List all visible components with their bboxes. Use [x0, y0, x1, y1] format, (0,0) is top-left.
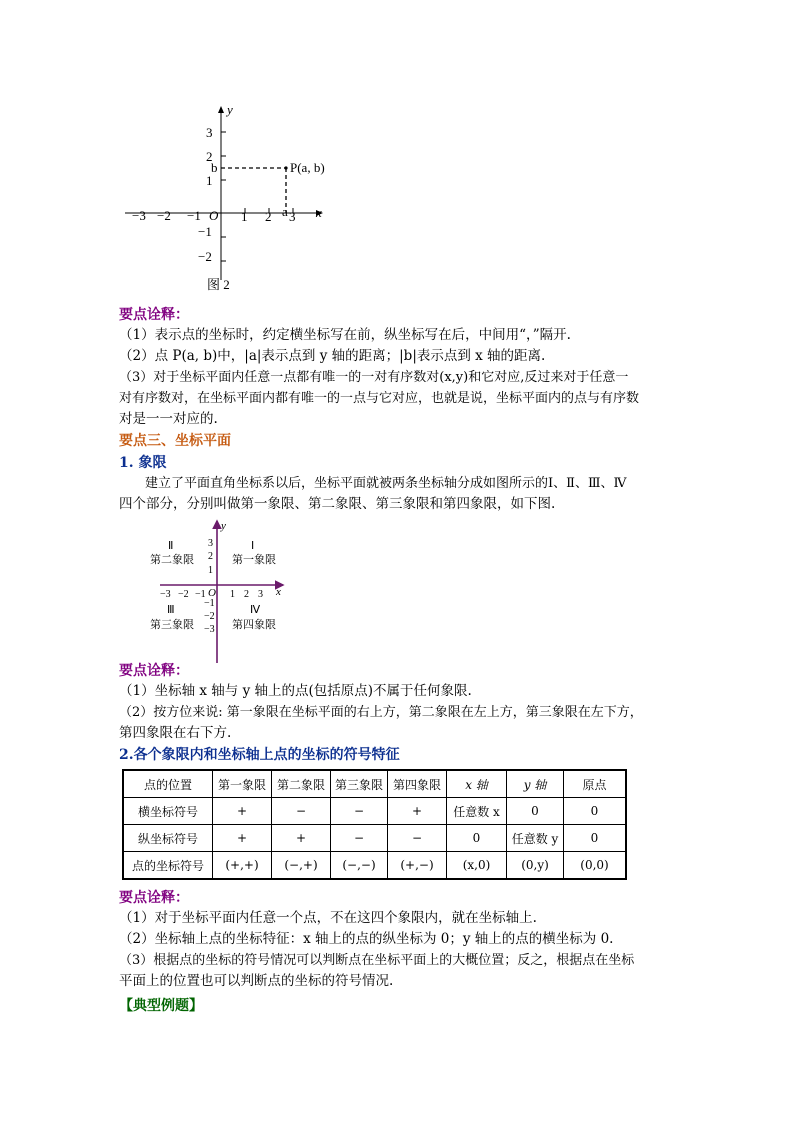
point-p	[284, 166, 287, 169]
table-cell: 纵坐标符号	[123, 825, 213, 852]
sign-section-title: 2.各个象限内和坐标轴上点的坐标的符号特征	[119, 747, 400, 763]
table-cell: (0,y)	[507, 852, 564, 880]
table-cell: +	[213, 798, 272, 825]
a-label: a	[282, 204, 288, 219]
table-cell: (−,+)	[272, 852, 331, 880]
table-cell: 0	[564, 798, 627, 825]
x-tick-3: 3	[289, 209, 296, 224]
table-cell: −	[272, 798, 331, 825]
section-3-para-line-2: 四个部分，分别叫做第一象限、第二象限、第三象限和第四象限，如下图.	[119, 496, 556, 512]
table-cell: 任意数 x	[447, 798, 507, 825]
table-header-cell: 第二象限	[272, 770, 331, 798]
x-tick-neg1: −1	[187, 208, 201, 223]
quadrant-4-name: 第四象限	[232, 619, 276, 631]
note-3-line-3: （3）根据点的坐标的符号情况可以判断点在坐标平面上的大概位置；反之，根据点在坐标	[119, 953, 635, 968]
quadrant-3-name: 第三象限	[150, 619, 194, 631]
table-cell: (+,−)	[388, 852, 447, 880]
figure-2-caption: 图 2	[207, 277, 230, 292]
x-tick-neg2: −2	[157, 208, 171, 223]
note-2-line-2: （2）按方位来说: 第一象限在坐标平面的右上方，第二象限在左上方，第三象限在左下方，	[119, 705, 643, 720]
table-row	[123, 825, 626, 852]
qx-tick-2: 2	[244, 589, 249, 600]
quadrant-figure	[140, 515, 300, 665]
table-cell: 0	[447, 825, 507, 852]
note-3-line-4: 平面上的位置也可以判断点的坐标的符号情况.	[119, 973, 394, 989]
y-tick-2: 2	[206, 149, 213, 164]
note-2-line-1: （1）坐标轴 x 轴与 y 轴上的点(包括原点)不属于任何象限.	[119, 683, 472, 699]
note-2-title: 要点诠释：	[119, 663, 189, 679]
note-1-title: 要点诠释：	[119, 307, 189, 323]
table-header-cell: y 轴	[507, 770, 564, 798]
table-cell: 0	[507, 798, 564, 825]
quadrant-x-label: x	[276, 586, 281, 598]
y-tick-3: 3	[206, 125, 213, 140]
x-axis-label: x	[316, 205, 322, 220]
note-1-line-2: （2）点 P(a, b)中，|a|表示点到 y 轴的距离；|b|表示点到 x 轴的距离.	[119, 348, 546, 364]
table-cell: −	[331, 825, 388, 852]
table-cell: 点的坐标符号	[123, 852, 213, 880]
table-cell: +	[213, 825, 272, 852]
table-cell: (+,+)	[213, 852, 272, 880]
note-1-line-4: 对有序数对，在坐标平面内都有唯一的一点与它对应，也就是说，坐标平面内的点与有序数	[119, 391, 640, 406]
note-1-line-5: 对是一一对应的.	[119, 411, 218, 427]
quadrant-origin: O	[208, 587, 216, 599]
qx-tick-neg3: −3	[160, 589, 171, 600]
qy-tick-1: 1	[208, 565, 213, 576]
quadrant-4-num: Ⅳ	[250, 604, 261, 616]
qx-tick-3: 3	[258, 589, 263, 600]
table-header-cell: 第三象限	[331, 770, 388, 798]
table-row	[123, 852, 626, 880]
quadrant-1-num: Ⅰ	[251, 540, 255, 552]
qx-tick-1: 1	[230, 589, 235, 600]
note-2-line-3: 第四象限在右下方.	[119, 725, 232, 741]
table-cell: 任意数 y	[507, 825, 564, 852]
qy-tick-neg1: −1	[204, 598, 215, 609]
x-tick-2: 2	[265, 209, 272, 224]
table-header-cell: 原点	[564, 770, 627, 798]
qx-tick-neg1: −1	[195, 589, 206, 600]
table-cell: (−,−)	[331, 852, 388, 880]
section-3-para-line-1: 建立了平面直角坐标系以后，坐标平面就被两条坐标轴分成如图所示的Ⅰ、Ⅱ、Ⅲ、Ⅳ	[145, 476, 627, 491]
table-cell: +	[388, 798, 447, 825]
quadrant-2-num: Ⅱ	[168, 540, 174, 552]
b-label: b	[211, 160, 218, 175]
table-cell: (0,0)	[564, 852, 627, 880]
table-cell: (x,0)	[447, 852, 507, 880]
table-header-cell: 点的位置	[123, 770, 213, 798]
quadrant-2-name: 第二象限	[150, 554, 194, 566]
table-header-cell: x 轴	[447, 770, 507, 798]
qx-tick-neg2: −2	[178, 589, 189, 600]
x-tick-neg3: −3	[132, 208, 146, 223]
x-tick-1: 1	[241, 209, 248, 224]
quadrant-y-label: y	[221, 520, 226, 532]
table-cell: +	[272, 825, 331, 852]
quadrant-3-num: Ⅲ	[167, 604, 175, 616]
figure-2-coordinate-plane	[110, 95, 350, 295]
note-3-line-2: （2）坐标轴上点的坐标特征：x 轴上的点的纵坐标为 0；y 轴上的点的横坐标为 0.	[119, 931, 614, 947]
y-tick-neg1: −1	[198, 224, 212, 239]
typical-examples-title: 【典型例题】	[119, 998, 203, 1014]
section-3-title: 要点三、坐标平面	[119, 433, 231, 449]
note-1-line-1: （1）表示点的坐标时，约定横坐标写在前，纵坐标写在后，中间用“，”隔开.	[119, 327, 571, 343]
qy-tick-3: 3	[208, 538, 213, 549]
table-cell: −	[388, 825, 447, 852]
y-axis-label: y	[227, 102, 233, 117]
origin-label: O	[209, 208, 219, 223]
qy-tick-neg2: −2	[204, 611, 215, 622]
table-cell: 横坐标符号	[123, 798, 213, 825]
note-3-line-1: （1）对于坐标平面内任意一个点，不在这四个象限内，就在坐标轴上.	[119, 910, 537, 926]
quadrant-1-name: 第一象限	[232, 554, 276, 566]
table-header-cell: 第一象限	[213, 770, 272, 798]
note-1-line-3: （3）对于坐标平面内任意一点都有唯一的一对有序数对(x,y)和它对应,反过来对于任意一	[119, 370, 629, 385]
note-3-title: 要点诠释：	[119, 890, 189, 906]
y-tick-neg2: −2	[198, 249, 212, 264]
qy-tick-2: 2	[208, 551, 213, 562]
quadrant-subheading: 1. 象限	[119, 455, 167, 471]
table-cell: −	[331, 798, 388, 825]
table-header-cell: 第四象限	[388, 770, 447, 798]
point-p-label: P(a, b)	[290, 160, 325, 175]
table-row	[123, 798, 626, 825]
qy-tick-neg3: −3	[204, 624, 215, 635]
sign-table	[122, 769, 627, 880]
table-cell: 0	[564, 825, 627, 852]
y-tick-1: 1	[206, 173, 213, 188]
table-header-row	[123, 770, 626, 798]
